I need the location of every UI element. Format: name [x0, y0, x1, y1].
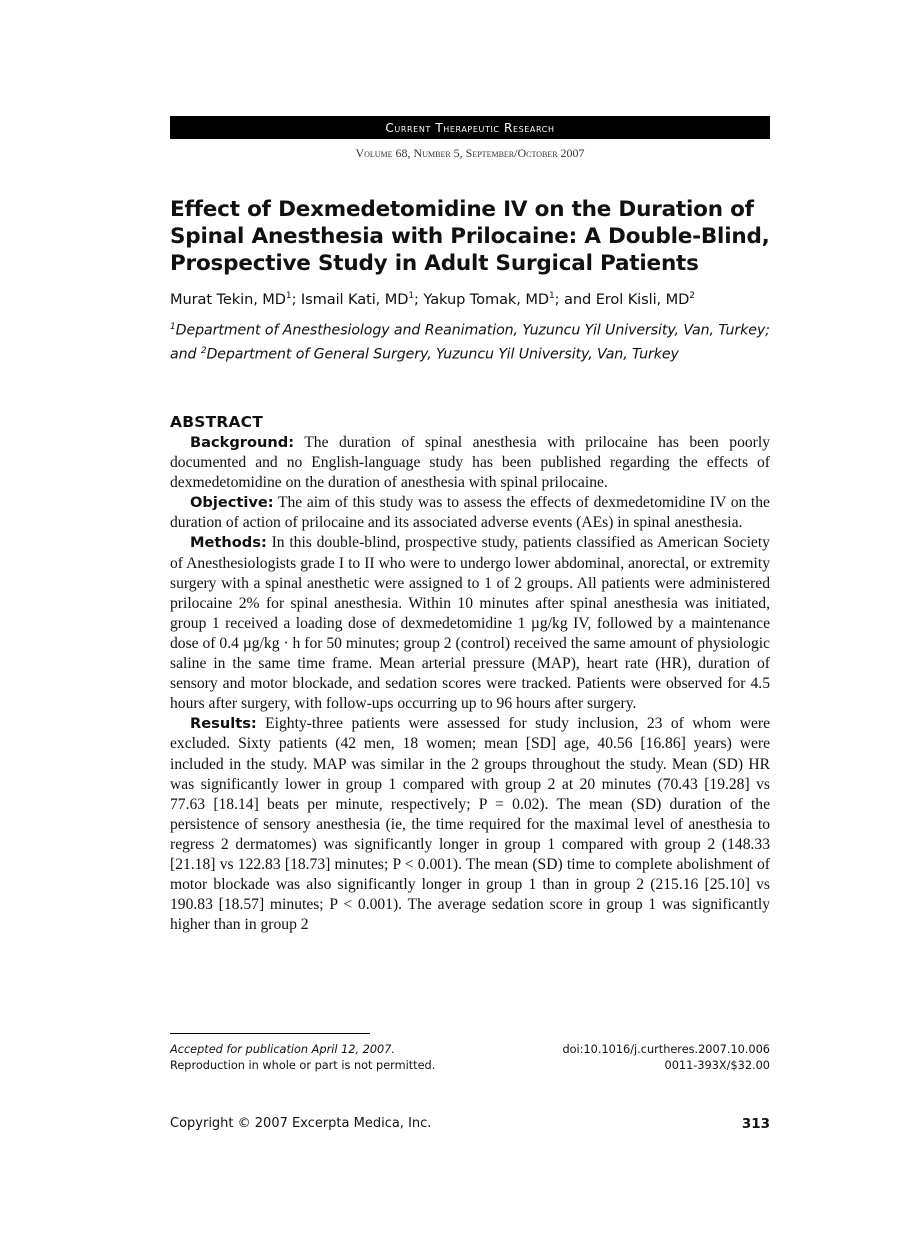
footnote-divider — [170, 1033, 370, 1034]
abstract-section-results: Results: Eighty-three patients were assessed for study inclusion, 23 of whom were excluded. Sixty patients (42 men, 18 women; mean [SD] age, 40.56 [16.86] years) were included in the study. MAP was similar in the 2 groups throughout the study. Mean (SD) HR was significantly lower in group 1 compared with group 2 at 20 minutes (70.43 [19.28] vs 77.63 [18.14] beats per minute, respectively; P = 0.02). The mean (SD) duration of the persistence of sensory anesthesia (ie, the time required for the maximal level of anesthesia to regress 2 dermatomes) was significantly longer in group 1 compared with group 2 (148.33 [21.18] vs 122.83 [18.73] minutes; P < 0.001). The mean (SD) time to complete abolishment of motor blockade was also significantly longer in group 1 than in group 2 (215.16 [25.10] vs 190.83 [18.57] minutes; P < 0.001). The average sedation score in group 1 was significantly higher than in group 2 — [170, 715, 770, 934]
abstract-body — [170, 433, 770, 935]
abstract-section-background: Background: The duration of spinal anesthesia with prilocaine has been poorly documented and no English-language study has been published regarding the effects of dexmedetomidine on the duration of anesthesia with spinal prilocaine. — [170, 434, 770, 492]
author: Murat Tekin, $MD^1$; — [170, 290, 301, 308]
author: Erol Kisli, $MD^2$ — [595, 290, 695, 308]
section-label: Results: — [190, 715, 257, 733]
footnote-right — [500, 1042, 770, 1073]
author-list — [170, 286, 770, 310]
article-title: Effect of Dexmedetomidine IV on the Duration of Spinal Anesthesia with Prilocaine: A Double-Blind, Prospective Study in Adult Surgical Patients — [170, 197, 770, 276]
issn-price: 0011-393X/$32.00 — [664, 1058, 770, 1072]
accepted-date: Accepted for publication April 12, 2007. — [170, 1043, 395, 1056]
abstract-section-objective: Objective: The aim of this study was to assess the effects of dexmedetomidine IV on the duration of action of prilocaine and its associated adverse events (AEs) in spinal anesthesia. — [170, 494, 770, 532]
affiliation: Department of General Surgery, Yuzuncu Yil University, Van, Turkey — [206, 346, 679, 363]
volume-line: Volume 68, Number 5, September/October 2007 — [355, 146, 585, 160]
journal-banner: Current Therapeutic Research — [170, 116, 770, 139]
affiliation: Department of Anesthesiology and Reanimation, Yuzuncu Yil University, Van, Turkey; and — [170, 322, 770, 363]
reproduction-notice: Reproduction in whole or part is not permitted. — [170, 1058, 436, 1072]
abstract-heading: ABSTRACT — [170, 413, 264, 431]
section-label: Methods: — [190, 534, 267, 552]
footnote-left — [170, 1042, 550, 1073]
doi: doi:10.1016/j.curtheres.2007.10.006 — [562, 1043, 770, 1056]
abstract-section-methods: Methods: In this double-blind, prospective study, patients classified as American Society of Anesthesiologists grade I to II who were to undergo lower abdominal, anorectal, or extremity surgery with a spinal anesthetic were assigned to 1 of 2 groups. All patients were administered prilocaine 2% for spinal anesthesia. Within 10 minutes after spinal anesthesia was initiated, group 1 received a loading dose of dexmedetomidine 1 µg/kg IV, followed by a maintenance dose of 0.4 µg/kg · h for 50 minutes; group 2 (control) received the same amount of physiologic saline in the same time frame. Mean arterial pressure (MAP), heart rate (HR), duration of sensory and motor blockade, and sedation scores were tracked. Patients were observed for 4.5 hours after surgery, with follow-ups occurring up to 96 hours after surgery. — [170, 534, 770, 713]
author: Yakup Tomak, $MD^1$; and — [423, 290, 596, 308]
page-number: 313 — [741, 1116, 770, 1132]
copyright: Copyright © 2007 Excerpta Medica, Inc. — [170, 1116, 432, 1131]
author: Ismail Kati, $MD^1$; — [300, 290, 424, 308]
section-label: Background: — [190, 434, 295, 451]
affiliations: $^1$Department of Anesthesiology and Reanimation, Yuzuncu Yil University, Van, Turkey; and $^2$Department of General Surgery, Yuzuncu Yil University, Van, Turkey — [170, 322, 770, 363]
section-label: Objective: — [190, 494, 274, 512]
